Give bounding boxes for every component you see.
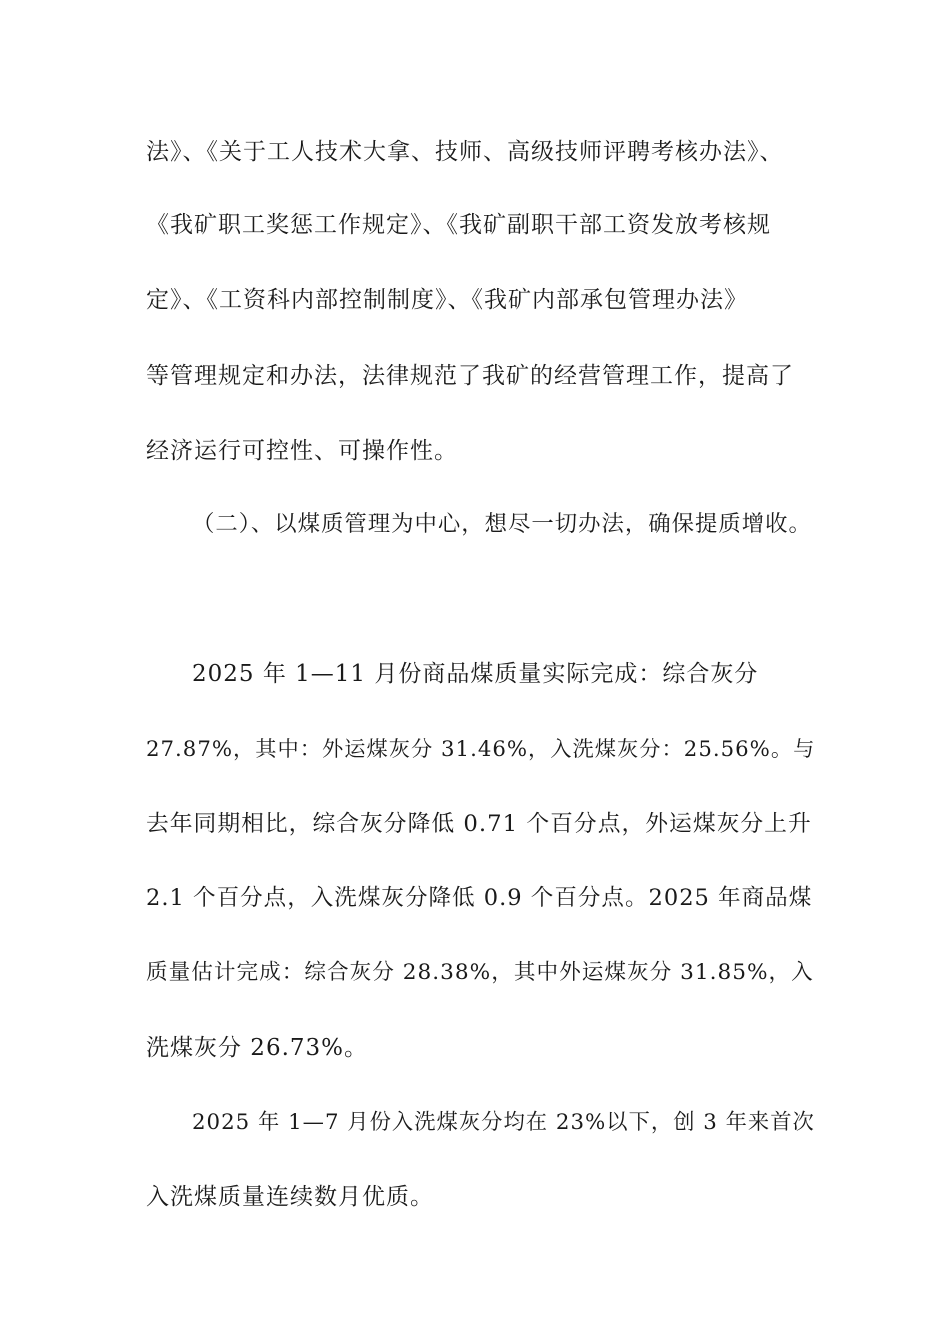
text-line: 《我矿职工奖惩工作规定》、《我矿副职干部工资发放考核规 [146, 212, 771, 238]
text-line: 洗煤灰分 26.73%。 [146, 1035, 369, 1061]
text-line: 法》、《关于工人技术大拿、技师、高级技师评聘考核办法》、 [146, 139, 784, 165]
text-line: 质量估计完成：综合灰分 28.38%，其中外运煤灰分 31.85%，入 [146, 960, 814, 985]
text-line: 定》、《工资科内部控制制度》、《我矿内部承包管理办法》 [146, 287, 748, 313]
section-heading: （二）、以煤质管理为中心，想尽一切办法，确保提质增收。 [192, 511, 812, 537]
text-line: 27.87%，其中：外运煤灰分 31.46%，入洗煤灰分：25.56%。与 [146, 737, 816, 762]
text-line: 入洗煤质量连续数月优质。 [146, 1184, 434, 1210]
text-line: 去年同期相比，综合灰分降低 0.71 个百分点，外运煤灰分上升 [146, 811, 812, 837]
text-line: 等管理规定和办法，法律规范了我矿的经营管理工作，提高了 [146, 363, 794, 389]
text-line: 2025 年 1—11 月份商品煤质量实际完成：综合灰分 [192, 661, 759, 687]
text-line: 经济运行可控性、可操作性。 [146, 438, 458, 464]
text-line: 2.1 个百分点，入洗煤灰分降低 0.9 个百分点。2025 年商品煤 [146, 885, 813, 911]
text-line: 2025 年 1—7 月份入洗煤灰分均在 23%以下，创 3 年来首次 [192, 1110, 815, 1135]
